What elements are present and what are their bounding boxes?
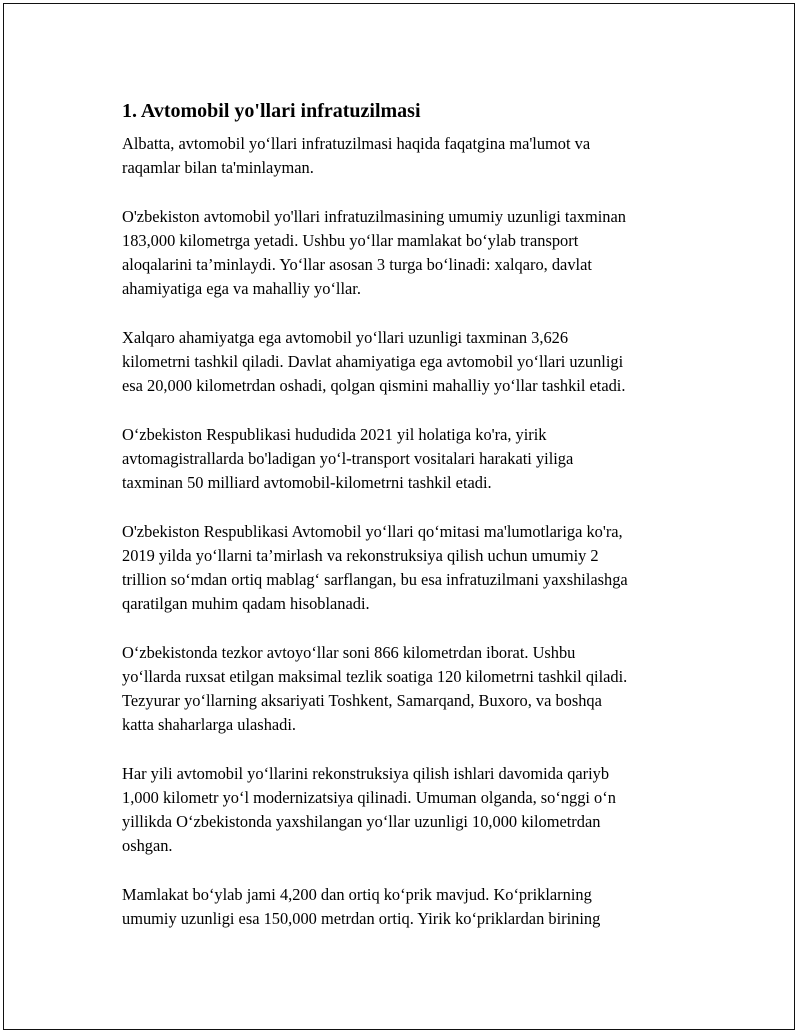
text-line: taxminan 50 milliard avtomobil-kilometrni tashkil etadi. (122, 473, 492, 492)
text-line: oshgan. (122, 836, 173, 855)
text-line: raqamlar bilan ta'minlayman. (122, 158, 314, 177)
text-line: trillion so‘mdan ortiq mablag‘ sarflangan, bu esa infratuzilmani yaxshilashga (122, 570, 628, 589)
section-heading: 1. Avtomobil yo'llari infratuzilmasi (122, 100, 421, 122)
text-line: Har yili avtomobil yo‘llarini rekonstruksiya qilish ishlari davomida qariyb (122, 764, 610, 783)
text-line: O'zbekiston avtomobil yo'llari infratuzilmasining umumiy uzunligi taxminan (122, 207, 626, 226)
paragraph-intro (122, 132, 702, 180)
text-line: O‘zbekiston Respublikasi hududida 2021 yil holatiga ko'ra, yirik (122, 425, 547, 444)
paragraph-road-types (122, 326, 702, 398)
paragraph-modernization (122, 762, 702, 858)
text-line: kilometrni tashkil qiladi. Davlat ahamiyatiga ega avtomobil yo‘llari uzunligi (122, 352, 624, 371)
document-body (122, 97, 702, 956)
text-line: aloqalarini ta’minlaydi. Yo‘llar asosan 3 turga bo‘linadi: xalqaro, davlat (122, 255, 592, 274)
text-line: Albatta, avtomobil yo‘llari infratuzilmasi haqida faqatgina ma'lumot va (122, 134, 591, 153)
text-line: O'zbekiston Respublikasi Avtomobil yo‘llari qo‘mitasi ma'lumotlariga ko'ra, (122, 522, 623, 541)
text-line: esa 20,000 kilometrdan oshadi, qolgan qismini mahalliy yo‘llar tashkil etadi. (122, 376, 626, 395)
text-line: Xalqaro ahamiyatga ega avtomobil yo‘llari uzunligi taxminan 3,626 (122, 328, 569, 347)
text-line: avtomagistrallarda bo'ladigan yo‘l-transport vositalari harakati yiliga (122, 449, 574, 468)
text-line: Tezyurar yo‘llarning aksariyati Toshkent, Samarqand, Buxoro, va boshqa (122, 691, 602, 710)
paragraph-traffic (122, 423, 702, 495)
text-line: 183,000 kilometrga yetadi. Ushbu yo‘llar mamlakat bo‘ylab transport (122, 231, 579, 250)
text-line: O‘zbekistonda tezkor avtoyo‘llar soni 866 kilometrdan iborat. Ushbu (122, 643, 576, 662)
paragraph-expressways (122, 641, 702, 737)
paragraph-bridges (122, 883, 702, 931)
text-line: ahamiyatiga ega va mahalliy yo‘llar. (122, 279, 361, 298)
paragraph-funding (122, 520, 702, 616)
text-line: umumiy uzunligi esa 150,000 metrdan ortiq. Yirik ko‘priklardan birining (122, 909, 601, 928)
text-line: 2019 yilda yo‘llarni ta’mirlash va rekonstruksiya qilish uchun umumiy 2 (122, 546, 599, 565)
paragraph-total-length (122, 205, 702, 301)
text-line: qaratilgan muhim qadam hisoblanadi. (122, 594, 370, 613)
text-line: Mamlakat bo‘ylab jami 4,200 dan ortiq ko‘prik mavjud. Ko‘priklarning (122, 885, 592, 904)
document-page (3, 3, 795, 1030)
text-line: yillikda O‘zbekistonda yaxshilangan yo‘llar uzunligi 10,000 kilometrdan (122, 812, 601, 831)
text-line: yo‘llarda ruxsat etilgan maksimal tezlik soatiga 120 kilometrni tashkil qiladi. (122, 667, 628, 686)
text-line: katta shaharlarga ulashadi. (122, 715, 297, 734)
text-line: 1,000 kilometr yo‘l modernizatsiya qilinadi. Umuman olganda, so‘nggi o‘n (122, 788, 616, 807)
